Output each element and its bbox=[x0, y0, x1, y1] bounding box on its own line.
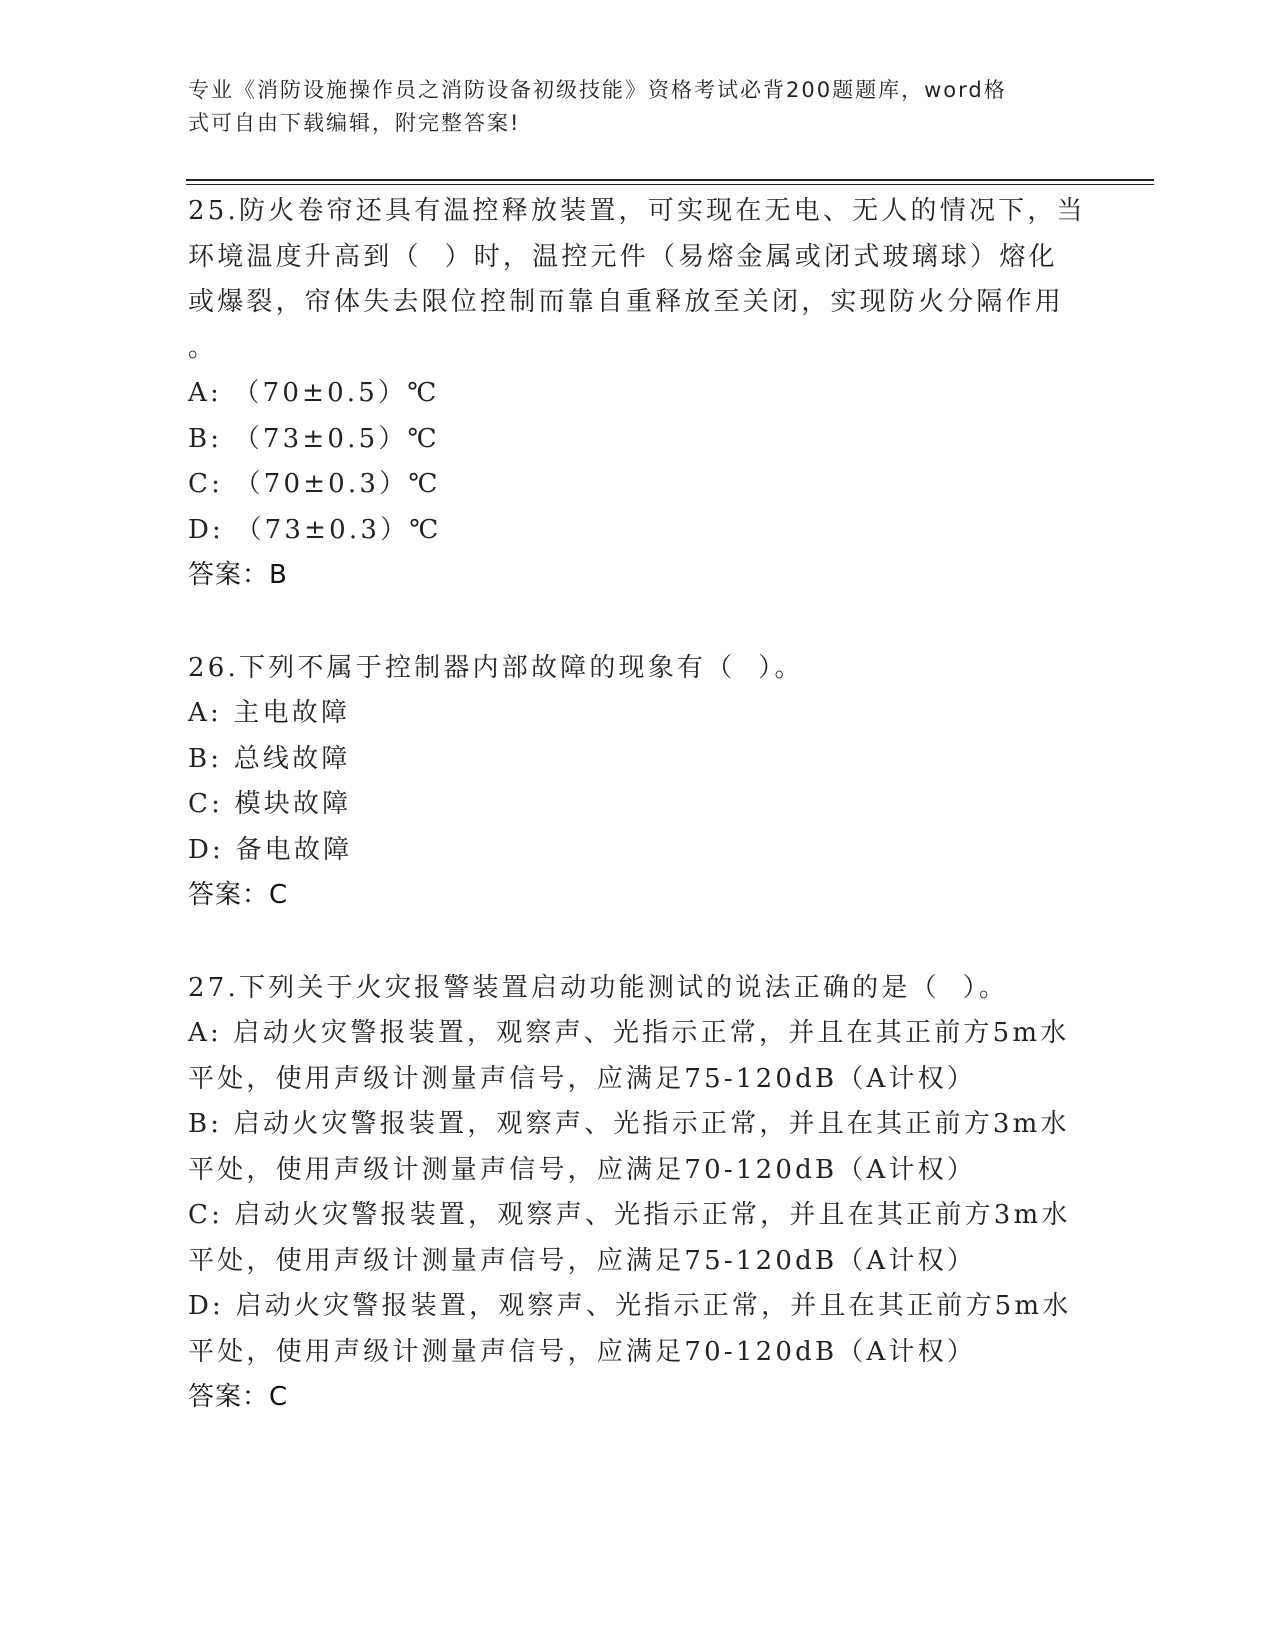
answer-label: 答案：C bbox=[188, 1382, 289, 1412]
header-divider bbox=[186, 179, 1154, 181]
question-stem-line: 27.下列关于火灾报警装置启动功能测试的说法正确的是（ ）。 bbox=[188, 972, 1009, 1003]
option-c: C: 启动火灾警报装置，观察声、光指示正常，并且在其正前方3m水 bbox=[188, 1200, 1071, 1230]
question-block bbox=[188, 189, 1088, 599]
question-stem-line: 。 bbox=[188, 332, 218, 363]
option-d-continuation: 平处，使用声级计测量声信号，应满足70-120dB（A计权） bbox=[188, 1336, 977, 1367]
header-divider bbox=[186, 184, 1154, 185]
answer-label: 答案：B bbox=[188, 560, 288, 590]
option-a-continuation: 平处，使用声级计测量声信号，应满足75-120dB（A计权） bbox=[188, 1063, 977, 1094]
option-a: A: （70±0.5）℃ bbox=[188, 378, 440, 408]
question-block bbox=[188, 646, 1088, 919]
option-d: D: 备电故障 bbox=[188, 834, 353, 865]
question-list bbox=[188, 189, 1088, 1468]
option-b: B: （73±0.5）℃ bbox=[188, 423, 440, 454]
header-line: 式可自由下载编辑，附完整答案! bbox=[188, 111, 521, 135]
option-c: C: 模块故障 bbox=[188, 789, 352, 819]
document-header bbox=[188, 74, 1068, 140]
option-c-continuation: 平处，使用声级计测量声信号，应满足75-120dB（A计权） bbox=[188, 1245, 977, 1276]
option-b: B: 总线故障 bbox=[188, 743, 351, 774]
option-c: C: （70±0.3）℃ bbox=[188, 469, 441, 499]
question-stem-line: 26.下列不属于控制器内部故障的现象有（ ）。 bbox=[188, 652, 804, 683]
question-stem-line: 环境温度升高到（ ）时，温控元件（易熔金属或闭式玻璃球）熔化 bbox=[188, 241, 1058, 272]
option-a: A: 主电故障 bbox=[188, 698, 351, 728]
option-a: A: 启动火灾警报装置，观察声、光指示正常，并且在其正前方5m水 bbox=[188, 1018, 1070, 1048]
answer-label: 答案：C bbox=[188, 880, 289, 910]
option-d: D: 启动火灾警报装置，观察声、光指示正常，并且在其正前方5m水 bbox=[188, 1291, 1072, 1321]
question-stem-line: 25.防火卷帘还具有温控释放装置，可实现在无电、无人的情况下，当 bbox=[188, 196, 1086, 226]
option-b: B: 启动火灾警报装置，观察声、光指示正常，并且在其正前方3m水 bbox=[188, 1109, 1070, 1139]
option-d: D: （73±0.3）℃ bbox=[188, 514, 442, 545]
question-stem-line: 或爆裂，帘体失去限位控制而靠自重释放至关闭，实现防火分隔作用 bbox=[188, 287, 1065, 317]
header-line: 专业《消防设施操作员之消防设备初级技能》资格考试必背200题题库，word格 bbox=[188, 78, 1007, 102]
question-block bbox=[188, 966, 1088, 1421]
option-b-continuation: 平处，使用声级计测量声信号，应满足70-120dB（A计权） bbox=[188, 1154, 977, 1185]
